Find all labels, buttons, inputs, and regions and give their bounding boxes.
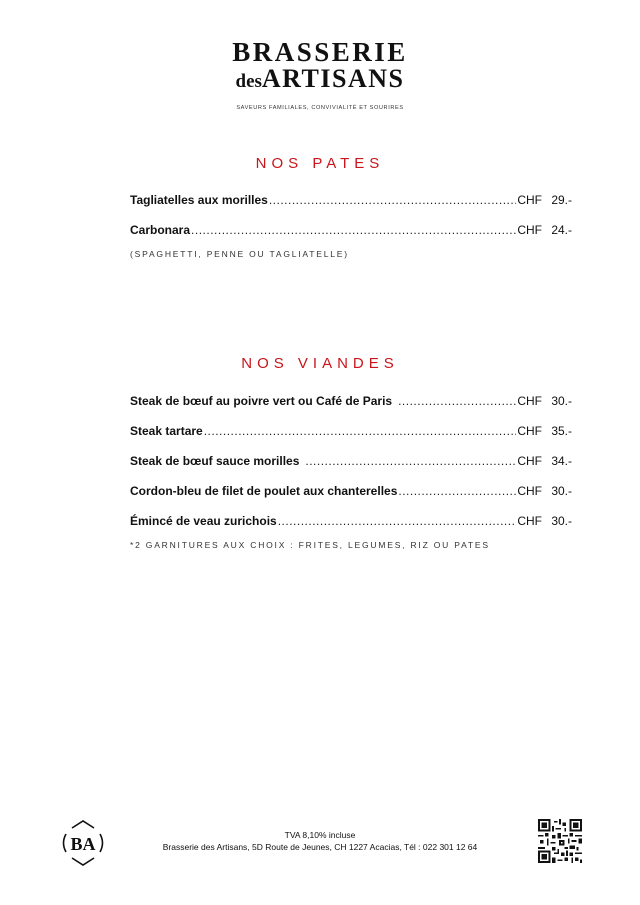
section-title-pates: NOS PATES xyxy=(255,155,385,172)
leader-dots xyxy=(305,453,516,469)
item-currency: CHF xyxy=(517,424,542,438)
item-price: 30.- xyxy=(551,484,572,498)
item-name: Émincé de veau zurichois xyxy=(130,514,277,528)
menu-item xyxy=(130,222,572,252)
leader-dots xyxy=(191,222,516,238)
viandes-note: *2 GARNITURES AUX CHOIX : FRITES, LEGUMES, RIZ OU PATES xyxy=(130,540,490,550)
logo-artisans: ARTISANS xyxy=(261,64,405,93)
item-currency: CHF xyxy=(517,394,542,408)
item-name: Carbonara xyxy=(130,223,191,237)
item-price: 29.- xyxy=(551,193,572,207)
menu-item xyxy=(130,393,572,423)
tagline: SAVEURS FAMILIALES, CONVIVIALITÉ ET SOURIRES xyxy=(236,105,404,111)
brand-logo xyxy=(0,38,640,111)
item-price: 30.- xyxy=(551,394,572,408)
menu-item xyxy=(130,453,572,483)
logo-des: des xyxy=(235,71,262,92)
footer-address: Brasserie des Artisans, 5D Route de Jeunes, CH 1227 Acacias, Tél : 022 301 12 64 xyxy=(162,842,478,852)
logo-brasserie: BRASSERIE xyxy=(232,37,408,67)
menu-item xyxy=(130,192,572,222)
logo-des-artisans xyxy=(0,66,640,96)
footer-tva: TVA 8,10% incluse xyxy=(284,830,356,840)
menu-viandes xyxy=(130,393,572,550)
item-name: Steak de bœuf sauce morilles xyxy=(130,454,300,468)
qr-code-svg xyxy=(538,819,582,863)
item-currency: CHF xyxy=(517,454,542,468)
item-price: 35.- xyxy=(551,424,572,438)
item-name: Tagliatelles aux morilles xyxy=(130,193,268,207)
item-name: Cordon-bleu de filet de poulet aux chanterelles xyxy=(130,484,398,498)
leader-dots xyxy=(269,192,516,208)
item-price: 24.- xyxy=(551,223,572,237)
menu-item xyxy=(130,483,572,513)
pates-note: (SPAGHETTI, PENNE OU TAGLIATELLE) xyxy=(130,249,349,259)
monogram-text: BA xyxy=(70,834,96,854)
item-currency: CHF xyxy=(517,223,542,237)
qr-code-icon xyxy=(538,819,582,863)
leader-dots xyxy=(278,513,517,529)
section-title-viandes: NOS VIANDES xyxy=(241,355,399,372)
item-currency: CHF xyxy=(517,193,542,207)
item-currency: CHF xyxy=(517,484,542,498)
item-currency: CHF xyxy=(517,514,542,528)
item-price: 34.- xyxy=(551,454,572,468)
leader-dots xyxy=(204,423,517,439)
item-name: Steak de bœuf au poivre vert ou Café de Paris xyxy=(130,394,393,408)
leader-dots xyxy=(398,483,516,499)
menu-item xyxy=(130,513,572,543)
menu-item xyxy=(130,423,572,453)
menu-pates xyxy=(130,192,572,259)
item-price: 30.- xyxy=(551,514,572,528)
item-name: Steak tartare xyxy=(130,424,203,438)
leader-dots xyxy=(398,393,516,409)
